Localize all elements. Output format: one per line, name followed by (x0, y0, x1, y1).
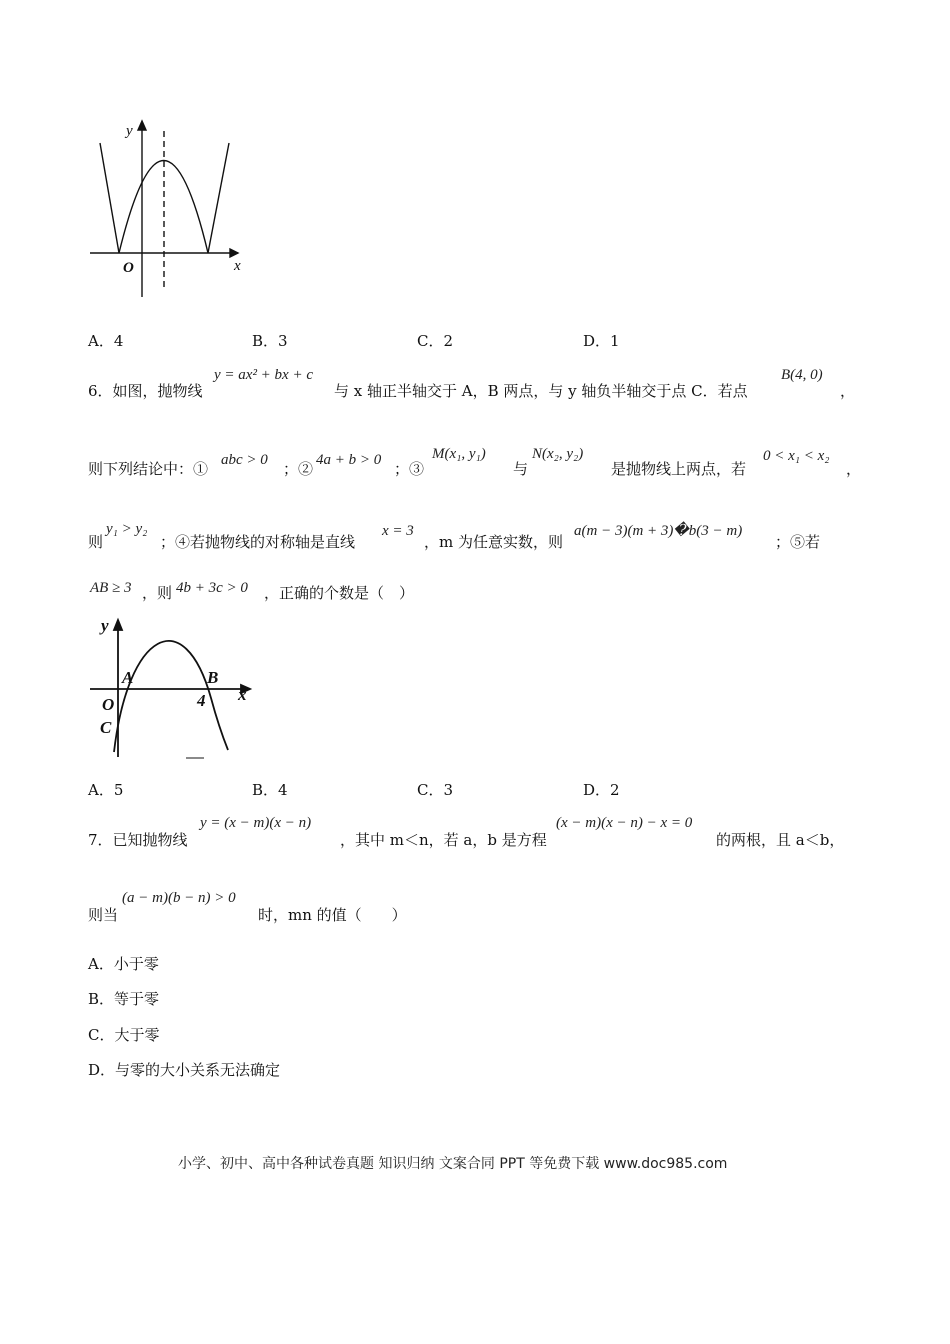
q6-option-d[interactable]: D．2 (583, 781, 620, 799)
q6-y-compare: y₁ > y₂ (106, 521, 148, 537)
q6-option-c[interactable]: C．3 (417, 781, 454, 799)
q7-option-b[interactable]: B．等于零 (88, 990, 160, 1008)
q5-option-a[interactable]: A．4 (88, 332, 124, 350)
curve-left-branch (100, 143, 119, 253)
q7-text: ，其中 m＜n，若 a，b 是方程 (340, 831, 547, 849)
y-axis-arrow (114, 620, 122, 630)
q7-text: 时，mn 的值（ ） (258, 906, 407, 924)
q6-statement-5: 4b + 3c > 0 (176, 580, 248, 596)
q6-point-n: N(x₂, y₂) (532, 446, 584, 462)
q6-option-a[interactable]: A．5 (88, 781, 124, 799)
q6-text: 与 x 轴正半轴交于 A，B 两点，与 y 轴负半轴交于点 C．若点 (334, 382, 748, 400)
q6-text: ；③ (394, 460, 425, 478)
point-b-label: B (207, 668, 219, 687)
q6-text: ；⑤若 (775, 533, 821, 551)
y-axis-label: y (101, 616, 109, 635)
parabola-curve (114, 641, 228, 752)
q7-text: 的两根，且 a＜b， (716, 831, 845, 849)
tick-4-label: 4 (197, 691, 206, 710)
q6-text: ；④若抛物线的对称轴是直线 (160, 533, 356, 551)
x-axis-arrow (230, 249, 238, 257)
q6-text: 则下列结论中：① (88, 460, 209, 478)
figure-1-graph (88, 115, 253, 300)
page-footer: 小学、初中、高中各种试卷真题 知识归纳 文案合同 PPT 等免费下载 www.doc985.com (178, 1156, 728, 1172)
q7-text: 7．已知抛物线 (88, 831, 188, 849)
curve-right-branch (208, 143, 229, 253)
q5-option-d[interactable]: D．1 (583, 332, 620, 350)
q7-option-d[interactable]: D．与零的大小关系无法确定 (88, 1061, 281, 1079)
q7-option-a[interactable]: A．小于零 (88, 955, 159, 973)
figure-2-graph (86, 612, 266, 762)
q6-point-b: B(4, 0) (781, 367, 823, 383)
y-axis-label: y (126, 123, 133, 139)
q7-equation: (x − m)(x − n) − x = 0 (556, 815, 693, 831)
q6-statement-2: 4a + b > 0 (316, 452, 382, 468)
q7-option-c[interactable]: C．大于零 (88, 1026, 160, 1044)
q7-text: 则当 (88, 906, 119, 924)
q6-point-m: M(x₁, y₁) (432, 446, 486, 462)
origin-label: O (102, 695, 115, 714)
x-axis-label: x (238, 685, 247, 704)
q7-condition: (a − m)(b − n) > 0 (122, 890, 236, 906)
q6-text: 6．如图，抛物线 (88, 382, 203, 400)
origin-label: O (123, 260, 134, 276)
q6-text: ， (840, 382, 856, 400)
q6-text: ， (846, 460, 862, 478)
q6-text: 是抛物线上两点，若 (611, 460, 747, 478)
q6-text: 与 (513, 460, 529, 478)
q6-text: ，m 为任意实数，则 (424, 533, 563, 551)
q6-ab-condition: AB ≥ 3 (90, 580, 132, 596)
q6-statement-4: a(m − 3)(m + 3)�b(3 − m) (574, 523, 743, 539)
q7-parabola-formula: y = (x − m)(x − n) (200, 815, 312, 831)
q6-parabola-formula: y = ax² + bx + c (214, 367, 313, 383)
point-c-label: C (100, 718, 112, 737)
q6-statement-1: abc > 0 (221, 452, 268, 468)
y-axis-arrow (138, 121, 146, 130)
q6-condition: 0 < x₁ < x₂ (763, 448, 830, 464)
q6-text: ，则 (142, 584, 173, 602)
point-a-label: A (122, 668, 134, 687)
q6-axis-line: x = 3 (382, 523, 414, 539)
q6-text: 则 (88, 533, 104, 551)
q5-option-c[interactable]: C．2 (417, 332, 454, 350)
q6-text: ，正确的个数是（ ） (264, 584, 415, 602)
x-axis-label: x (234, 258, 241, 274)
q6-option-b[interactable]: B．4 (252, 781, 288, 799)
q5-option-b[interactable]: B．3 (252, 332, 288, 350)
q6-text: ；② (283, 460, 314, 478)
